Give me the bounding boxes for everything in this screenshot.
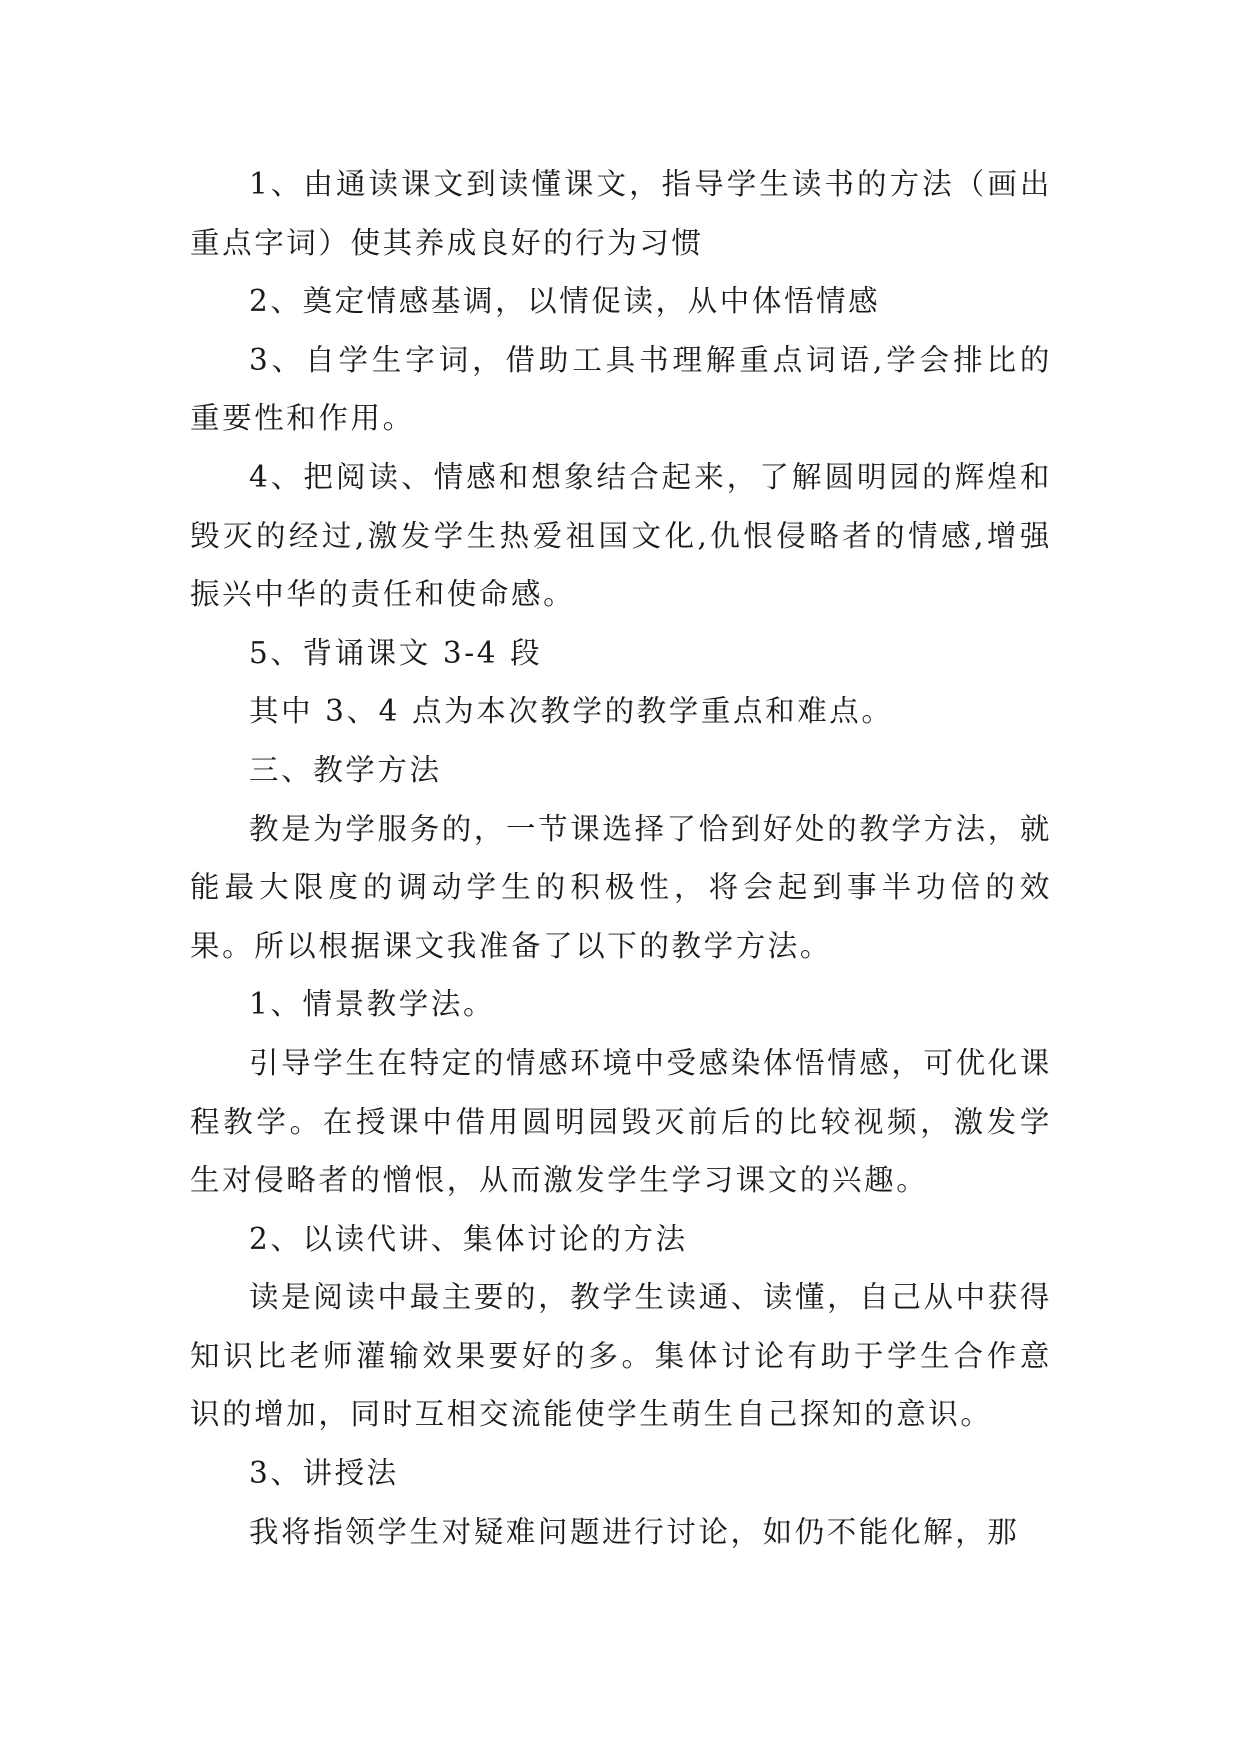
method-heading-1: 1、情景教学法。 <box>249 987 496 1022</box>
method-heading-2: 2、以读代讲、集体讨论的方法 <box>249 1221 688 1256</box>
paragraph-goal-1: 1、由通读课文到读懂课文，指导学生读书的方法（画出重点字词）使其养成良好的行为习惯 <box>190 167 1052 260</box>
paragraph-method-3: 我将指领学生对疑难问题进行讨论，如仍不能化解，那 <box>249 1514 1020 1549</box>
paragraph-method-1: 引导学生在特定的情感环境中受感染体悟情感，可优化课程教学。在授课中借用圆明园毁灭前后的比较视频，激发学生对侵略者的憎恨，从而激发学生学习课文的兴趣。 <box>190 1045 1052 1198</box>
paragraph-key-points: 其中 3、4 点为本次教学的教学重点和难点。 <box>249 694 894 729</box>
paragraph-goal-3: 3、自学生字词，借助工具书理解重点词语,学会排比的重要性和作用。 <box>190 342 1052 436</box>
paragraph-method-2: 读是阅读中最主要的，教学生读通、读懂，自己从中获得知识比老师灌输效果要好的多。集体讨论有助于学生合作意识的增加，同时互相交流能使学生萌生自己探知的意识。 <box>190 1280 1052 1432</box>
method-heading-3: 3、讲授法 <box>249 1456 399 1491</box>
paragraph-goal-5: 5、背诵课文 3-4 段 <box>249 635 543 670</box>
paragraph-goal-4: 4、把阅读、情感和想象结合起来，了解圆明园的辉煌和毁灭的经过,激发学生热爱祖国文化,仇恨侵略者的情感,增强振兴中华的责任和使命感。 <box>190 459 1052 612</box>
section-heading-teaching-methods: 三、教学方法 <box>249 752 442 787</box>
paragraph-methods-intro: 教是为学服务的，一节课选择了恰到好处的教学方法，就能最大限度的调动学生的积极性，将会起到事半功倍的效果。所以根据课文我准备了以下的教学方法。 <box>190 811 1052 963</box>
document-body <box>190 155 1052 1561</box>
paragraph-goal-2: 2、奠定情感基调，以情促读，从中体悟情感 <box>249 284 881 319</box>
